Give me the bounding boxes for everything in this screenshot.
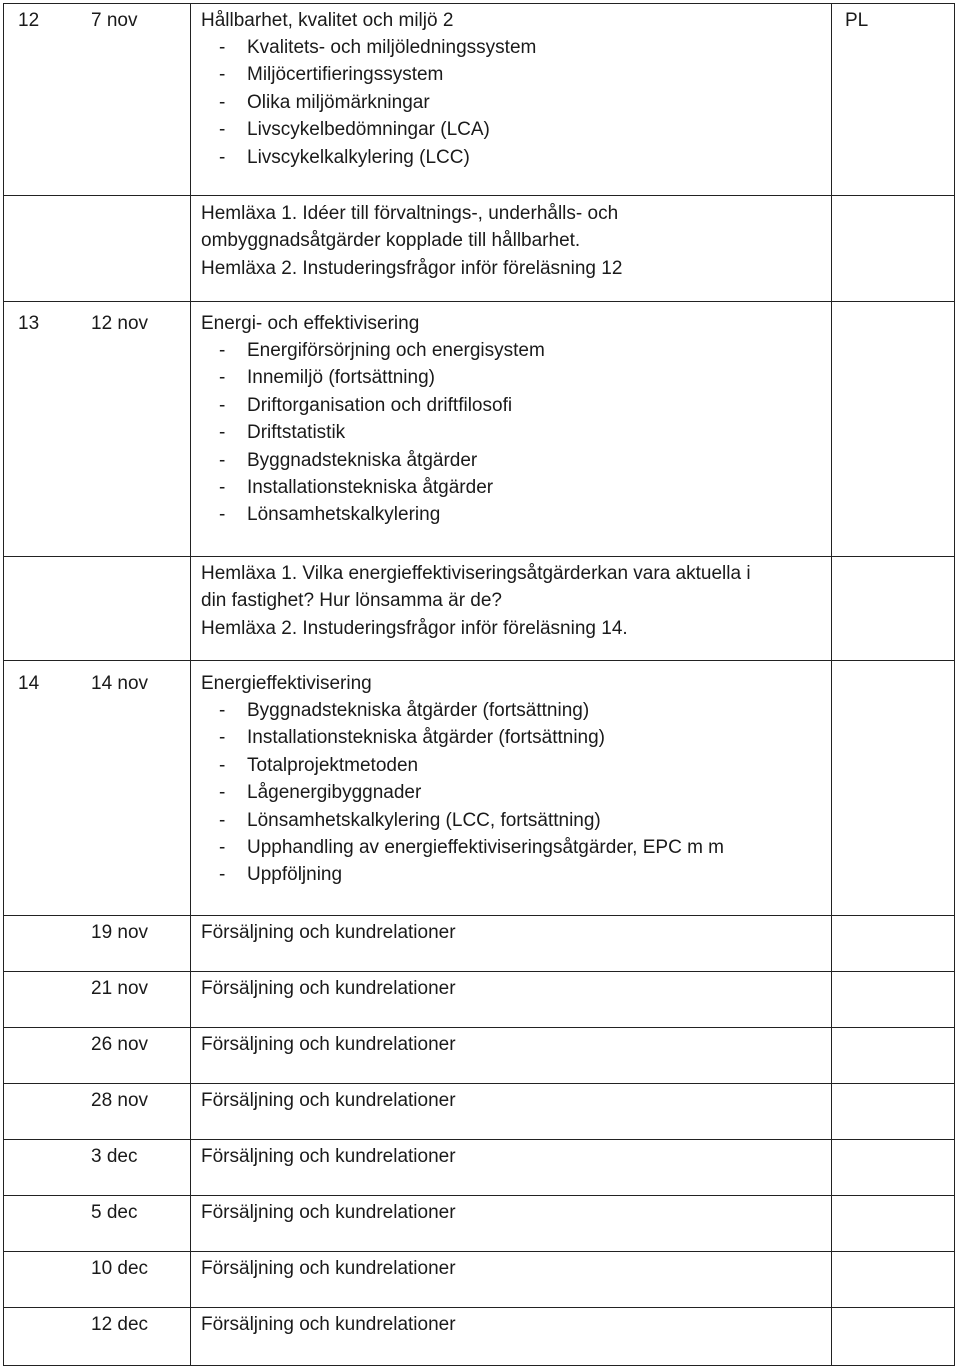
lecture-number: 14 (18, 673, 40, 694)
homework-text: Hemläxa 1. Vilka energieffektiviseringsåtgärderkan vara aktuella i din fastighet? Hur lönsamma är de? Hemläxa 2. Instuderingsfrågor inför föreläsning 14. (201, 563, 751, 639)
list-item: - Livscykelkalkylering (LCC) (219, 146, 470, 168)
lecture-number: 13 (18, 313, 40, 334)
list-item: - Installationstekniska åtgärder (fortsättning) (219, 727, 606, 749)
lecture-title: Försäljning och kundrelationer (201, 1258, 456, 1279)
list-item: - Byggnadstekniska åtgärder (fortsättning) (219, 700, 590, 721)
row-divider (3, 1083, 955, 1084)
lecture-title: Försäljning och kundrelationer (201, 1202, 456, 1223)
column-divider (190, 3, 191, 1366)
row-divider (3, 1027, 955, 1028)
row-divider (3, 1307, 955, 1308)
row-divider (3, 1195, 955, 1196)
list-item: - Innemiljö (fortsättning) (219, 367, 435, 389)
row-divider (3, 556, 955, 557)
row-divider (3, 301, 955, 302)
lecture-date: 12 dec (91, 1314, 149, 1335)
lecture-title: Försäljning och kundrelationer (201, 1090, 456, 1111)
lecture-date: 26 nov (91, 1034, 149, 1055)
list-item: - Uppföljning (219, 864, 343, 886)
row-divider (3, 660, 955, 661)
list-item: - Byggnadstekniska åtgärder (219, 449, 478, 471)
homework-text: Hemläxa 1. Idéer till förvaltnings-, underhålls- och ombyggnadsåtgärder kopplade till hållbarhet. Hemläxa 2. Instuderingsfrågor inför föreläsning 12 (201, 203, 623, 279)
lecture-title: Energieffektivisering (201, 673, 372, 694)
row-divider (3, 195, 955, 196)
lecture-date: 12 nov (91, 313, 149, 334)
lecture-title: Energi- och effektivisering (201, 313, 420, 334)
lecture-date: 10 dec (91, 1258, 149, 1279)
lecture-title: Hållbarhet, kvalitet och miljö 2 (201, 10, 454, 31)
lecture-title: Försäljning och kundrelationer (201, 1146, 456, 1167)
list-item: - Driftstatistik (219, 422, 346, 444)
list-item: - Lågenergibyggnader (219, 782, 422, 804)
teacher-initials: PL (845, 10, 869, 31)
lecture-title: Försäljning och kundrelationer (201, 1314, 456, 1335)
topic-list (201, 34, 536, 171)
schedule-table (3, 3, 955, 1366)
list-item: - Olika miljömärkningar (219, 91, 430, 113)
list-item: - Miljöcertifieringssystem (219, 64, 444, 86)
topic-list (201, 697, 724, 889)
list-item: - Lönsamhetskalkylering (LCC, fortsättning) (219, 809, 601, 831)
list-item: - Driftorganisation och driftfilosofi (219, 394, 513, 416)
column-divider (831, 3, 832, 1366)
row-divider (3, 971, 955, 972)
lecture-date: 7 nov (91, 10, 138, 31)
row-divider (3, 915, 955, 916)
lecture-number: 12 (18, 10, 40, 31)
lecture-date: 5 dec (91, 1202, 138, 1223)
lecture-title: Försäljning och kundrelationer (201, 978, 456, 999)
row-divider (3, 1139, 955, 1140)
row-divider (3, 1251, 955, 1252)
list-item: - Installationstekniska åtgärder (219, 477, 494, 499)
topic-list (201, 337, 545, 529)
list-item: - Upphandling av energieffektiviseringsåtgärder, EPC m m (219, 837, 725, 859)
lecture-date: 19 nov (91, 922, 149, 943)
lecture-date: 28 nov (91, 1090, 149, 1111)
lecture-date: 14 nov (91, 673, 149, 694)
list-item: - Energiförsörjning och energisystem (219, 340, 545, 361)
lecture-title: Försäljning och kundrelationer (201, 922, 456, 943)
lecture-date: 3 dec (91, 1146, 138, 1167)
lecture-title: Försäljning och kundrelationer (201, 1034, 456, 1055)
lecture-date: 21 nov (91, 978, 149, 999)
list-item: - Totalprojektmetoden (219, 754, 419, 776)
list-item: - Livscykelbedömningar (LCA) (219, 119, 490, 141)
list-item: - Kvalitets- och miljöledningssystem (219, 37, 537, 58)
list-item: - Lönsamhetskalkylering (219, 504, 441, 526)
